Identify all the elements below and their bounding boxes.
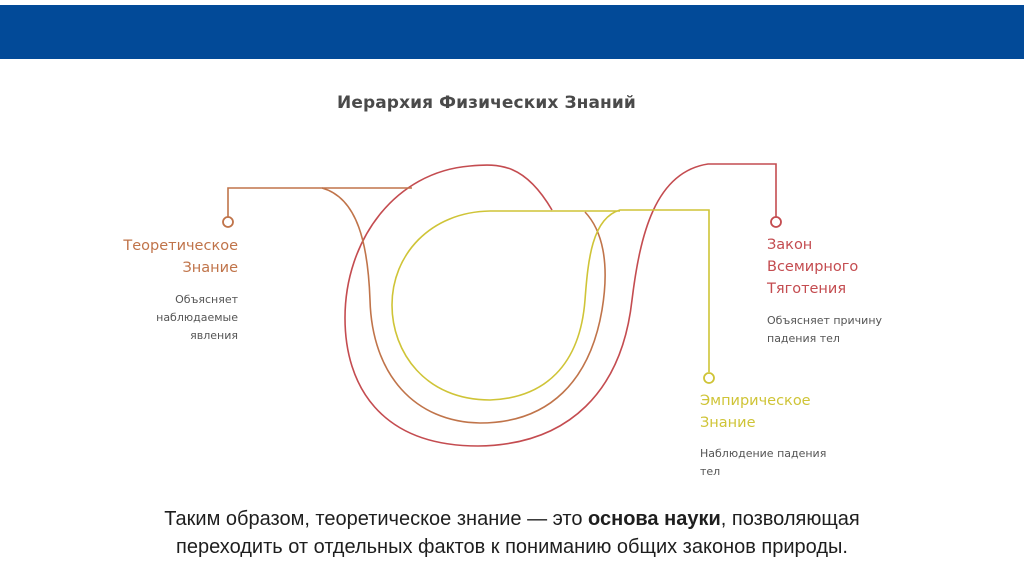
empirical-loop [392, 210, 709, 400]
law-title-line-3: Тяготения [767, 281, 847, 297]
empirical-title-line-2: Знание [700, 415, 756, 431]
law-node-title [767, 234, 927, 300]
law-node-marker [771, 217, 781, 227]
law-node-desc [767, 312, 947, 348]
law-desc-line-1: Объясняет причину [767, 314, 883, 327]
empirical-node-desc [700, 445, 880, 481]
summary-line-1 [60, 505, 964, 533]
summary-line-2: переходить от отдельных фактов к пониманию общих законов природы. [176, 536, 848, 558]
law-desc-line-2: падения тел [767, 332, 840, 345]
empirical-desc-line-2: тел [700, 465, 721, 478]
theoretical-node-desc [90, 291, 238, 345]
empirical-node-title [700, 390, 870, 434]
empirical-title-line-1: Эмпирическое [700, 393, 811, 409]
theoretical-desc-line-1: Объясняет [175, 293, 238, 306]
theoretical-desc-line-3: явления [190, 329, 238, 342]
empirical-desc-line-1: Наблюдение падения [700, 447, 827, 460]
theoretical-title-line-1: Теоретическое [123, 238, 238, 254]
law-title-line-2: Всемирного [767, 259, 859, 275]
theoretical-desc-line-2: наблюдаемые [156, 311, 238, 324]
theoretical-loop [228, 188, 605, 423]
law-title-line-1: Закон [767, 237, 813, 253]
summary-part-1: Таким образом, теоретическое знание — это [164, 508, 589, 530]
summary-bold: основа науки [588, 508, 721, 530]
theoretical-node-marker [223, 217, 233, 227]
empirical-node-marker [704, 373, 714, 383]
summary-text [60, 505, 964, 561]
diagram-title: Иерархия Физических Знаний [337, 93, 636, 113]
summary-part-2: , позволяющая [720, 508, 860, 530]
theoretical-title-line-2: Знание [182, 260, 238, 276]
theoretical-node-title [90, 235, 238, 279]
